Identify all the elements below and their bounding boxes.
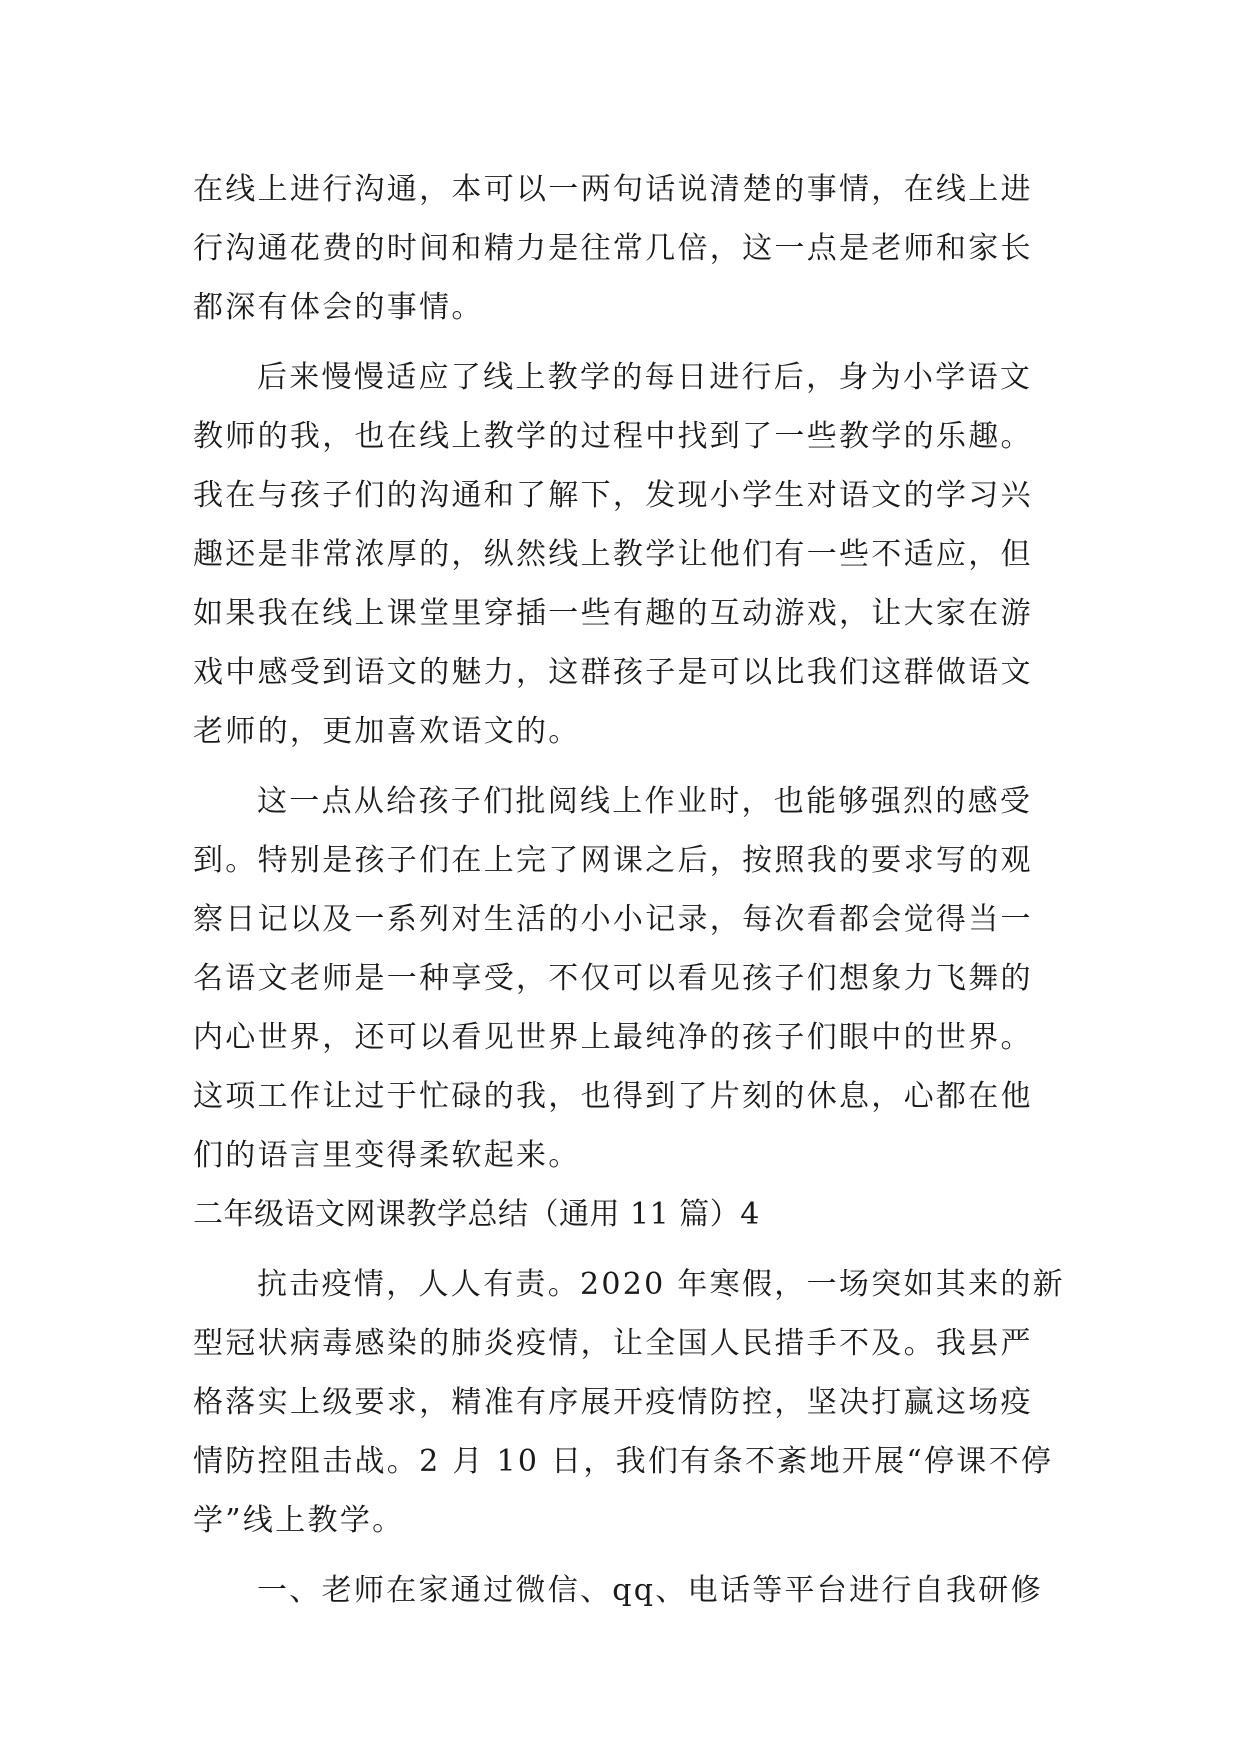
text-line: 格落实上级要求，精准有序展开疫情防控，坚决打赢这场疫 <box>193 1385 1033 1420</box>
text-line: 情防控阻击战。2 月 10 日，我们有条不紊地开展“停课不停 <box>193 1444 1054 1479</box>
text-line: 名语文老师是一种享受，不仅可以看见孩子们想象力飞舞的 <box>193 961 1033 996</box>
text-line: 内心世界，还可以看见世界上最纯净的孩子们眼中的世界。 <box>193 1020 1033 1055</box>
text-line: 教师的我，也在线上教学的过程中找到了一些教学的乐趣。 <box>193 419 1033 454</box>
text-line: 学”线上教学。 <box>193 1503 405 1538</box>
text-line: 这一点从给孩子们批阅线上作业时，也能够强烈的感受 <box>257 784 1033 819</box>
text-line: 察日记以及一系列对生活的小小记录，每次看都会觉得当一 <box>193 902 1033 937</box>
text-line: 都深有体会的事情。 <box>193 290 484 325</box>
text-line: 我在与孩子们的沟通和了解下，发现小学生对语文的学习兴 <box>193 478 1033 513</box>
text-line: 戏中感受到语文的魅力，这群孩子是可以比我们这群做语文 <box>193 655 1033 690</box>
text-line: 趣还是非常浓厚的，纵然线上教学让他们有一些不适应，但 <box>193 537 1033 572</box>
text-line: 这项工作让过于忙碌的我，也得到了片刻的休息，心都在他 <box>193 1079 1033 1114</box>
text-line: 到。特别是孩子们在上完了网课之后，按照我的要求写的观 <box>193 843 1033 878</box>
text-line: 如果我在线上课堂里穿插一些有趣的互动游戏，让大家在游 <box>193 596 1033 631</box>
text-line: 型冠状病毒感染的肺炎疫情，让全国人民措手不及。我县严 <box>193 1326 1033 1361</box>
text-line: 在线上进行沟通，本可以一两句话说清楚的事情，在线上进 <box>193 172 1033 207</box>
text-line: 一、老师在家通过微信、qq、电话等平台进行自我研修 <box>257 1573 1043 1608</box>
text-line: 抗击疫情，人人有责。2020 年寒假，一场突如其来的新 <box>257 1267 1065 1302</box>
text-line: 后来慢慢适应了线上教学的每日进行后，身为小学语文 <box>257 360 1033 395</box>
text-line: 们的语言里变得柔软起来。 <box>193 1138 581 1173</box>
document-body <box>193 160 1065 1620</box>
text-line: 老师的，更加喜欢语文的。 <box>193 714 581 749</box>
section-heading: 二年级语文网课教学总结（通用 11 篇）4 <box>193 1197 760 1232</box>
text-line: 行沟通花费的时间和精力是往常几倍，这一点是老师和家长 <box>193 231 1033 266</box>
